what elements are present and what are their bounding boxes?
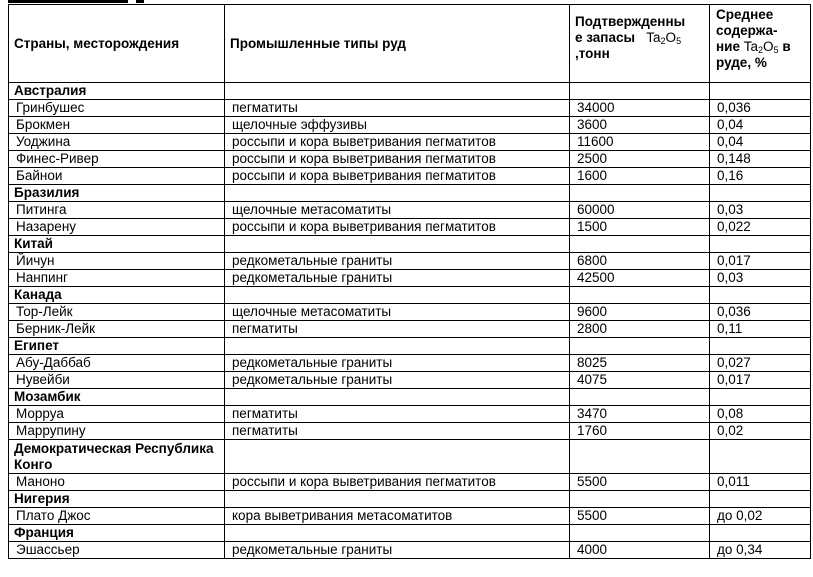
- ore-type: пегматиты: [225, 100, 570, 117]
- table-row: [9, 117, 811, 134]
- deposit-name: Плато Джос: [9, 508, 225, 525]
- content-value: 0,148: [710, 151, 811, 168]
- deposit-name: Назарену: [9, 219, 225, 236]
- ore-type: пегматиты: [225, 321, 570, 338]
- table-row: [9, 134, 811, 151]
- deposit-name: Йичун: [9, 253, 225, 270]
- table-row: [9, 321, 811, 338]
- content-value: 0,04: [710, 117, 811, 134]
- table-row: [9, 304, 811, 321]
- deposit-name: Нанпинг: [9, 270, 225, 287]
- table-row: [9, 355, 811, 372]
- content-value: 0,16: [710, 168, 811, 185]
- deposit-name: Питинга: [9, 202, 225, 219]
- content-value: 0,08: [710, 406, 811, 423]
- reserves-value: 34000: [570, 100, 710, 117]
- header-reserves: Подтвержденны е запасы $Ta_2O_5$ ,тонн: [570, 5, 710, 83]
- country-name: Франция: [9, 525, 225, 542]
- deposit-name: Уоджина: [9, 134, 225, 151]
- ore-type: щелочные эффузивы: [225, 117, 570, 134]
- country-name: Нигерия: [9, 491, 225, 508]
- country-row: [9, 389, 811, 406]
- deposit-name: Берник-Лейк: [9, 321, 225, 338]
- ore-type: пегматиты: [225, 423, 570, 440]
- reserves-value: 6800: [570, 253, 710, 270]
- ore-type: кора выветривания метасоматитов: [225, 508, 570, 525]
- ore-type: россыпи и кора выветривания пегматитов: [225, 474, 570, 491]
- table-row: [9, 423, 811, 440]
- ore-type: россыпи и кора выветривания пегматитов: [225, 134, 570, 151]
- table-row: [9, 542, 811, 559]
- ore-type: щелочные метасоматиты: [225, 202, 570, 219]
- reserves-value: 1500: [570, 219, 710, 236]
- country-name: Египет: [9, 338, 225, 355]
- content-value: 0,017: [710, 253, 811, 270]
- header-average-content: Среднее содержа- ние $Ta_2O_5$ в руде, %: [710, 5, 811, 83]
- reserves-value: 9600: [570, 304, 710, 321]
- table-row: [9, 270, 811, 287]
- content-value: 0,011: [710, 474, 811, 491]
- table-row: [9, 508, 811, 525]
- deposit-name: Брокмен: [9, 117, 225, 134]
- deposit-name: Эшассьер: [9, 542, 225, 559]
- reserves-value: 4000: [570, 542, 710, 559]
- deposit-name: Маррупину: [9, 423, 225, 440]
- country-row: [9, 236, 811, 253]
- deposit-name: Байнои: [9, 168, 225, 185]
- reserves-value: 4075: [570, 372, 710, 389]
- country-row: [9, 440, 811, 474]
- ore-type: россыпи и кора выветривания пегматитов: [225, 151, 570, 168]
- top-border-segment: [8, 0, 128, 3]
- header-ore-types: Промышленные типы руд: [225, 5, 570, 83]
- content-value: до 0,34: [710, 542, 811, 559]
- country-row: [9, 83, 811, 100]
- table-row: [9, 372, 811, 389]
- table-row: [9, 202, 811, 219]
- country-row: [9, 491, 811, 508]
- content-value: 0,027: [710, 355, 811, 372]
- table-header-row: [9, 5, 811, 83]
- reserves-value: 1760: [570, 423, 710, 440]
- table-row: [9, 474, 811, 491]
- reserves-value: 5500: [570, 508, 710, 525]
- ore-type: россыпи и кора выветривания пегматитов: [225, 219, 570, 236]
- ore-type: щелочные метасоматиты: [225, 304, 570, 321]
- deposit-name: Гринбушес: [9, 100, 225, 117]
- reserves-value: 1600: [570, 168, 710, 185]
- content-value: 0,11: [710, 321, 811, 338]
- top-border-segment: [136, 0, 144, 3]
- reserves-value: 8025: [570, 355, 710, 372]
- content-value: 0,022: [710, 219, 811, 236]
- table-row: [9, 168, 811, 185]
- country-name: Австралия: [9, 83, 225, 100]
- header-country: Страны, месторождения: [9, 5, 225, 83]
- ore-type: редкометальные граниты: [225, 270, 570, 287]
- deposit-name: Морруа: [9, 406, 225, 423]
- ore-type: пегматиты: [225, 406, 570, 423]
- tantalum-deposits-table: [8, 4, 811, 559]
- reserves-value: 60000: [570, 202, 710, 219]
- table-row: [9, 151, 811, 168]
- country-name: Демократическая Республика Конго: [9, 440, 225, 474]
- table-row: [9, 219, 811, 236]
- deposit-name: Нувейби: [9, 372, 225, 389]
- country-name: Китай: [9, 236, 225, 253]
- content-value: 0,036: [710, 304, 811, 321]
- ore-type: россыпи и кора выветривания пегматитов: [225, 168, 570, 185]
- country-row: [9, 338, 811, 355]
- content-value: 0,03: [710, 202, 811, 219]
- ore-type: редкометальные граниты: [225, 372, 570, 389]
- country-row: [9, 287, 811, 304]
- deposit-name: Маноно: [9, 474, 225, 491]
- content-value: 0,03: [710, 270, 811, 287]
- country-row: [9, 185, 811, 202]
- reserves-value: 11600: [570, 134, 710, 151]
- content-value: 0,017: [710, 372, 811, 389]
- reserves-value: 2800: [570, 321, 710, 338]
- content-value: 0,036: [710, 100, 811, 117]
- deposit-name: Абу-Даббаб: [9, 355, 225, 372]
- content-value: 0,04: [710, 134, 811, 151]
- country-name: Канада: [9, 287, 225, 304]
- ore-type: редкометальные граниты: [225, 355, 570, 372]
- reserves-value: 3470: [570, 406, 710, 423]
- reserves-value: 3600: [570, 117, 710, 134]
- reserves-value: 2500: [570, 151, 710, 168]
- deposit-name: Финес-Ривер: [9, 151, 225, 168]
- table-row: [9, 253, 811, 270]
- table-row: [9, 100, 811, 117]
- country-name: Бразилия: [9, 185, 225, 202]
- ore-type: редкометальные граниты: [225, 253, 570, 270]
- deposit-name: Тор-Лейк: [9, 304, 225, 321]
- content-value: до 0,02: [710, 508, 811, 525]
- content-value: 0,02: [710, 423, 811, 440]
- reserves-value: 5500: [570, 474, 710, 491]
- country-row: [9, 525, 811, 542]
- table-row: [9, 406, 811, 423]
- country-name: Мозамбик: [9, 389, 225, 406]
- reserves-value: 42500: [570, 270, 710, 287]
- ore-type: редкометальные граниты: [225, 542, 570, 559]
